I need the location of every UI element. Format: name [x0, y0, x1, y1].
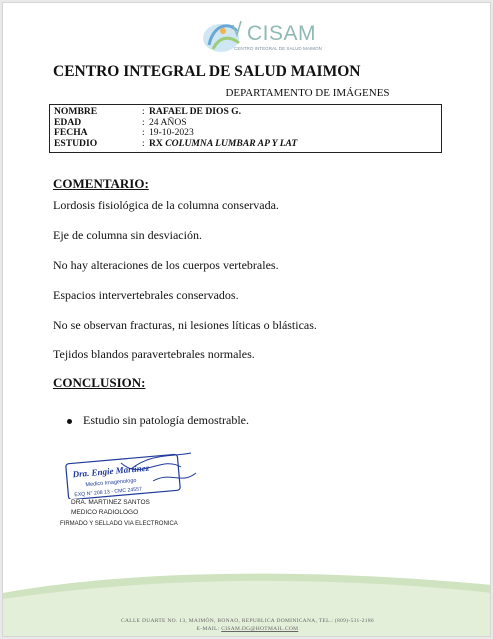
comment-line: No se observan fracturas, ni lesiones líticas o blásticas. — [53, 318, 317, 332]
field-label: EDAD — [54, 116, 82, 128]
field-label: FECHA — [54, 127, 88, 138]
report-page — [2, 2, 491, 637]
footer-email — [3, 626, 491, 632]
patient-row-estudio — [54, 139, 437, 150]
stamp-name: Dra. Engie Martinez — [72, 462, 150, 480]
field-label: NOMBRE — [54, 106, 98, 117]
logo-subtitle: CENTRO INTEGRAL DE SALUD MAIMON — [234, 46, 322, 51]
comentario-heading: COMENTARIO: — [53, 176, 149, 191]
field-label: ESTUDIO — [54, 137, 98, 149]
field-separator: : — [142, 127, 145, 138]
study-prefix: RX — [149, 137, 163, 149]
logo-name: CISAM — [247, 22, 317, 45]
signature-note: FIRMADO Y SELLADO VIA ELECTRONICA — [60, 521, 178, 527]
patient-row-nombre — [54, 107, 437, 118]
study-description: COLUMNA LUMBAR AP Y LAT — [165, 137, 298, 149]
bullet-icon — [67, 419, 72, 424]
footer-address: CALLE DUARTE NO. 13, MAIMÓN, BONAO, REPUBLICA DOMINICANA, TEL.: (809)-531-2186 — [121, 618, 374, 624]
comment-line: Tejidos blandos paravertebrales normales. — [53, 347, 255, 361]
patient-age: 24 AÑOS — [149, 116, 187, 128]
field-separator: : — [142, 116, 145, 128]
doctor-role: MEDICO RADIOLOGO — [71, 509, 139, 516]
page-title: CENTRO INTEGRAL DE SALUD MAIMON — [53, 63, 361, 80]
comment-line: Lordosis fisiológica de la columna conservada. — [53, 198, 279, 212]
conclusion-heading: CONCLUSION: — [53, 375, 146, 390]
footer-email-label: E-MAIL: — [196, 626, 220, 632]
footer-email-link[interactable]: CISAM.DG@HOTMAIL.COM — [221, 626, 299, 632]
field-separator: : — [142, 106, 145, 117]
patient-row-edad — [54, 118, 437, 129]
doctor-name: DRA. MARTINEZ SANTOS — [71, 499, 150, 506]
study-name — [149, 139, 297, 150]
department-title: DEPARTAMENTO DE IMÁGENES — [225, 87, 390, 99]
stamp-title: Medico Imagenologo — [85, 477, 137, 489]
patient-info-box — [49, 104, 442, 153]
comment-line: No hay alteraciones de los cuerpos vertebrales. — [53, 258, 279, 272]
patient-name: RAFAEL DE DIOS G. — [149, 106, 242, 117]
comment-line: Espacios intervertebrales conservados. — [53, 288, 239, 302]
study-date: 19-10-2023 — [149, 127, 194, 138]
comment-line: Eje de columna sin desviación. — [53, 228, 202, 242]
stamp-exeq: EXQ N° 208 13 - CMC 24557 — [74, 486, 143, 499]
field-separator: : — [142, 137, 145, 149]
signature-stamp — [61, 451, 201, 499]
conclusion-item: Estudio sin patología demostrable. — [83, 413, 249, 427]
